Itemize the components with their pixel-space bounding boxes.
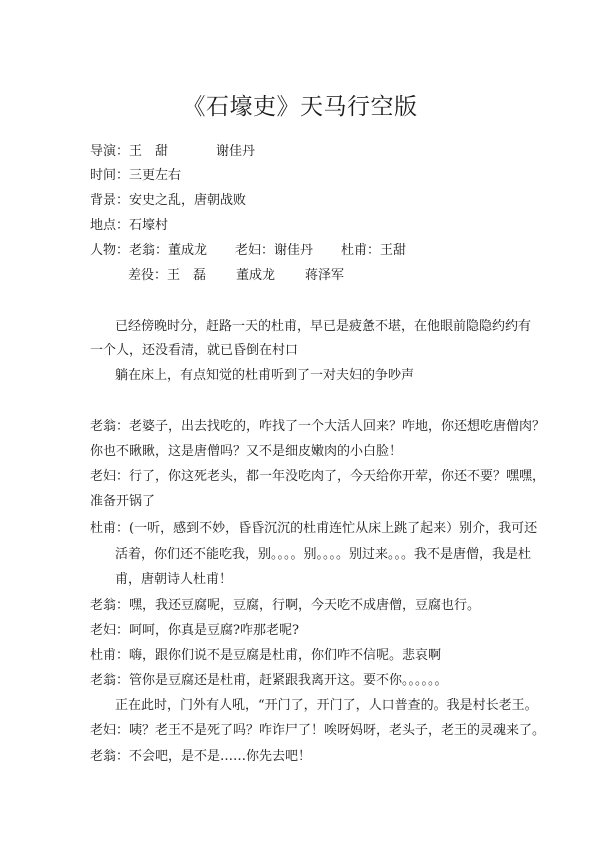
cast-line-1 — [90, 242, 406, 260]
background-line: 背景：安史之乱，唐朝战败 — [90, 193, 247, 208]
location-line: 地点：石壕村 — [90, 218, 169, 233]
director-2: 谢佳丹 — [216, 144, 256, 159]
cast-line-2 — [128, 267, 344, 285]
dialogue-1-line1: 老翁：老婆子，出去找吃的，咋找了一个大活人回来？咋地，你还想吃唐僧肉？ — [90, 419, 546, 434]
dialogue-3-line3: 甫，唐朝诗人杜甫！ — [115, 572, 233, 587]
dialogue-5: 老妇：呵呵，你真是豆腐?咋那老呢? — [90, 623, 299, 638]
dialogue-4: 老翁：嘿，我还豆腐呢，豆腐，行啊，今天吃不成唐僧，豆腐也行。 — [90, 598, 481, 613]
director-label: 导演： — [90, 144, 130, 159]
dialogue-9: 老翁：不会吧，是不是……你先去吧！ — [90, 749, 312, 764]
narration-p1-line1: 已经傍晚时分，赶路一天的杜甫，早已是疲惫不堪，在他眼前隐隐约约有 — [115, 319, 532, 334]
cast-old-woman: 老妇：谢佳丹 — [235, 243, 314, 258]
dialogue-2-line2: 准备开锅了 — [90, 494, 156, 509]
narration-p1-line2: 一个人，还没看清，就已昏倒在村口 — [90, 343, 299, 358]
director-line — [90, 143, 255, 161]
cast-du-fu: 杜甫：王甜 — [341, 243, 407, 258]
cast-old-man: 老翁：董成龙 — [129, 243, 208, 258]
dialogue-2-line1: 老妇：行了，你这死老头，都一年没吃肉了，今天给你开荤，你还不要？嘿嘿， — [90, 469, 546, 484]
cast-officer-3: 蒋泽军 — [305, 268, 345, 283]
cast-officer-2: 董成龙 — [236, 268, 276, 283]
dialogue-8: 老妇：咦？老王不是死了吗？咋诈尸了！唉呀妈呀，老头子，老王的灵魂来了。 — [90, 723, 546, 738]
dialogue-3-line1: 杜甫：(一听，感到不妙，昏昏沉沉的杜甫连忙从床上跳了起来）别介，我可还 — [90, 521, 538, 536]
narration-3: 正在此时，门外有人吼，“开门了，开门了，人口普查的。我是村长老王。 — [115, 698, 538, 713]
narration-p2: 躺在床上，有点知觉的杜甫听到了一对夫妇的争吵声 — [115, 368, 415, 383]
page-title: 《石壕吏》天马行空版 — [182, 94, 418, 120]
director-1: 王 甜 — [129, 144, 169, 159]
dialogue-7: 老翁：管你是豆腐还是杜甫，赶紧跟我离开这。要不你。。。。。。 — [90, 673, 448, 688]
cast-officer-1: 差役：王 磊 — [128, 268, 207, 283]
dialogue-3-line2: 活着，你们还不能吃我，别。。。。别。。。。别过来。。。我不是唐僧，我是杜 — [115, 547, 532, 562]
dialogue-1-line2: 你也不瞅瞅，这是唐僧吗？又不是细皮嫩肉的小白脸！ — [90, 444, 403, 459]
dialogue-6: 杜甫：嗨，跟你们说不是豆腐是杜甫，你们咋不信呢。悲哀啊 — [90, 648, 442, 663]
cast-label: 人物： — [90, 243, 130, 258]
time-line: 时间：三更左右 — [90, 168, 182, 183]
